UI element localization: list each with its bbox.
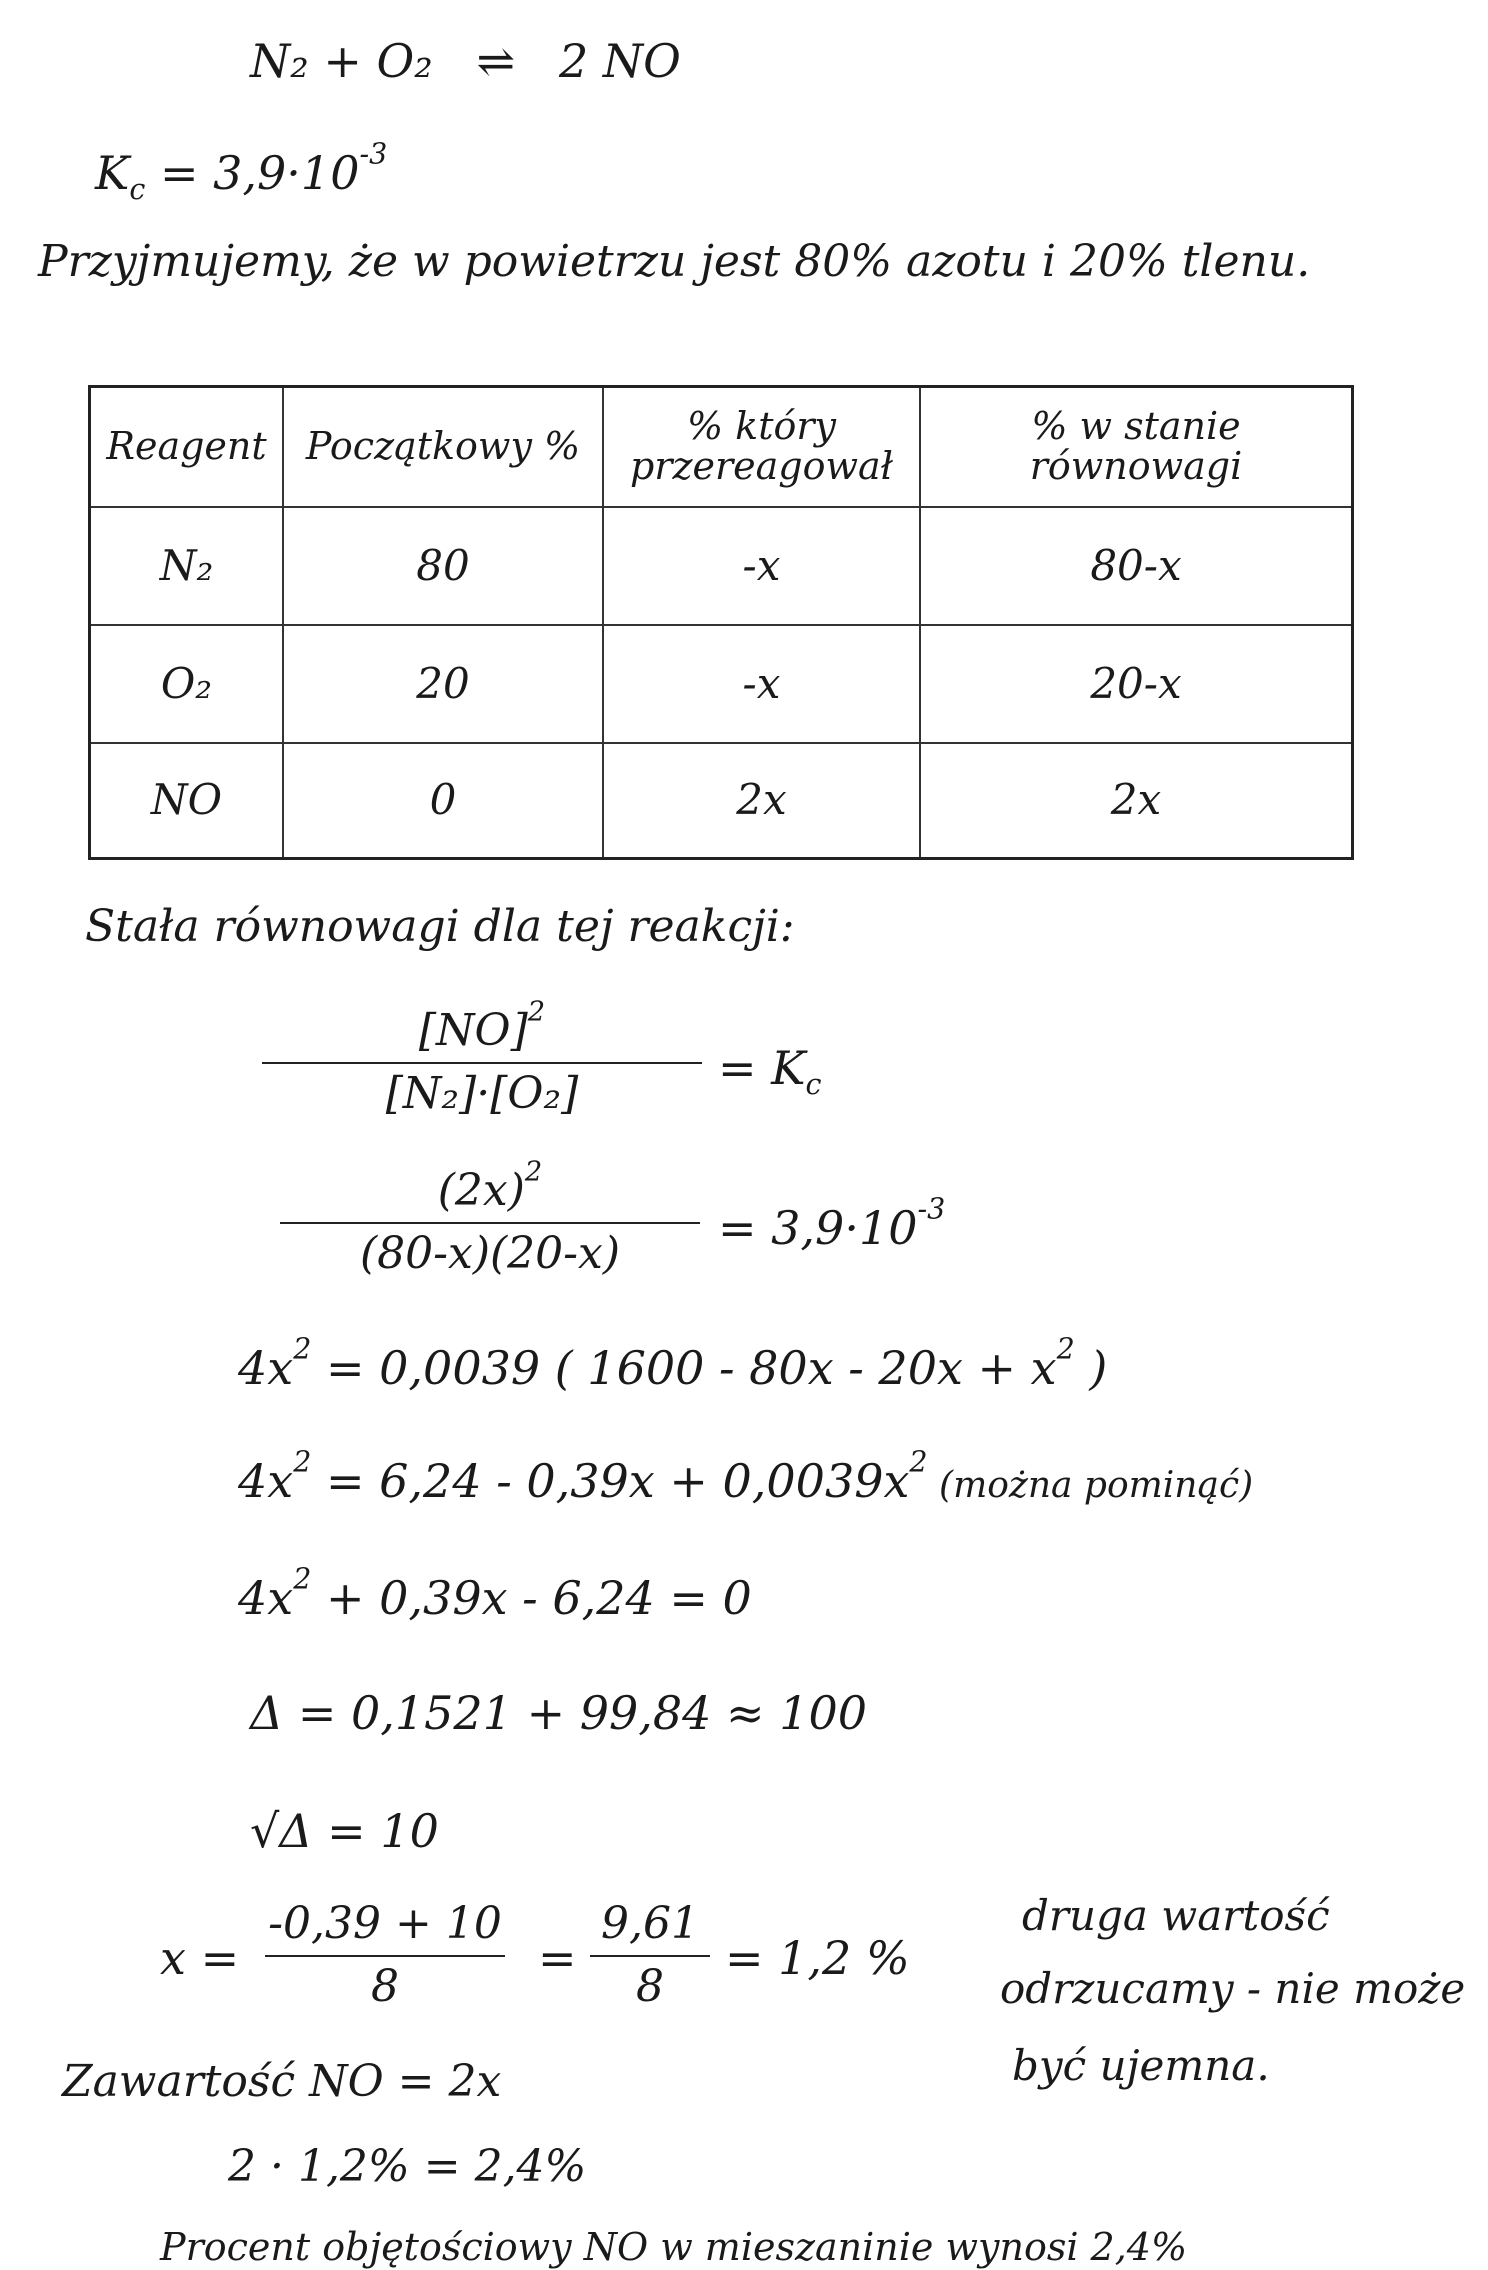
fraction-numerator: $(2x)^2$: [437, 1156, 543, 1216]
step-quadratic: $4x^2 + 0,39x - 6,24 = 0$: [238, 1562, 752, 1625]
fraction-denominator: 8: [371, 1960, 399, 2012]
fraction-bar: [280, 1222, 700, 1224]
reaction-equation: [250, 34, 681, 88]
table-cell-reagent: NO: [91, 744, 284, 857]
fraction-bar: [590, 1955, 710, 1957]
table-cell-equilibrium: 20-x: [921, 626, 1351, 744]
table-header-initial: Początkowy %: [284, 388, 604, 508]
equilibrium-expression: [262, 996, 702, 1121]
kc-equals: = 3,9·10: [145, 146, 360, 200]
fraction-denominator: [N₂]·[O₂]: [385, 1067, 579, 1119]
kc-symbol: K: [95, 146, 130, 200]
final-answer: Procent objętościowy NO w mieszaninie wynosi 2,4%: [160, 2225, 1188, 2269]
fraction-numerator: 9,61: [601, 1898, 699, 1949]
kc-exponent: -3: [359, 137, 388, 171]
table-cell-reacted: -x: [604, 626, 921, 744]
equilibrium-rhs: = $K_c$: [718, 1041, 822, 1101]
no-calculation: 2 · 1,2% = 2,4%: [228, 2141, 587, 2192]
substituted-rhs: = $3,9\cdot 10^{-3}$: [718, 1192, 946, 1255]
table-cell-reacted: 2x: [604, 744, 921, 857]
table-cell-initial: 80: [284, 508, 604, 626]
table-cell-equilibrium: 80-x: [921, 508, 1351, 626]
solution-x-label: x =: [160, 1931, 240, 1985]
step-expand: $4x^2 = 0,0039$ ( $1600 - 80x - 20x + x^2$ ): [238, 1332, 1108, 1395]
solution-fraction-2: [590, 1898, 710, 2014]
substituted-expression: [280, 1156, 700, 1281]
kc-value: [95, 137, 388, 206]
assumption-text: Przyjmujemy, że w powietrzu jest 80% azotu i 20% tlenu.: [38, 236, 1311, 287]
fraction-denominator: 8: [636, 1960, 664, 2012]
side-note-line: druga wartość: [1022, 1891, 1330, 1940]
fraction-bar: [262, 1062, 702, 1064]
table-cell-reagent: N₂: [91, 508, 284, 626]
reaction-right: 2 NO: [558, 34, 681, 88]
reagent-table: [88, 385, 1354, 860]
solution-result: = 1,2 %: [725, 1931, 910, 1985]
table-cell-reagent: O₂: [91, 626, 284, 744]
table-cell-equilibrium: 2x: [1110, 775, 1162, 825]
side-note-line: odrzucamy - nie może: [1000, 1964, 1466, 2013]
fraction-denominator: (80-x)(20-x): [359, 1227, 620, 1279]
table-cell-initial: 20: [284, 626, 604, 744]
table-cell-reacted: -x: [604, 508, 921, 626]
no-content: Zawartość NO = 2x: [62, 2056, 502, 2107]
equilibrium-arrow: ⇌: [476, 34, 516, 88]
side-note-line: być ujemna.: [1012, 2041, 1270, 2090]
solution-fraction-1: [265, 1898, 505, 2014]
fraction-numerator: [NO]$^2$: [418, 996, 546, 1056]
table-cell-initial: 0: [284, 744, 604, 857]
solution-equals: =: [538, 1931, 577, 1985]
step-simplify: $4x^2 = 6,24 - 0,39x + 0,0039x^2$ (można pominąć): [238, 1445, 1254, 1508]
step-delta: Δ = 0,1521 + 99,84 ≈ 100: [250, 1686, 868, 1740]
constant-title: Stała równowagi dla tej reakcji:: [85, 901, 795, 952]
fraction-numerator: -0,39 + 10: [268, 1898, 502, 1949]
table-header-reagent: Reagent: [91, 388, 284, 508]
reaction-left: N₂ + O₂: [250, 34, 433, 88]
kc-subscript: c: [129, 172, 146, 206]
table-header-equilibrium: % w stanie równowagi: [921, 388, 1351, 508]
table-header-reacted: % który przereagował: [604, 388, 921, 508]
step-sqrt-delta: √Δ = 10: [250, 1804, 439, 1858]
fraction-bar: [265, 1955, 505, 1957]
